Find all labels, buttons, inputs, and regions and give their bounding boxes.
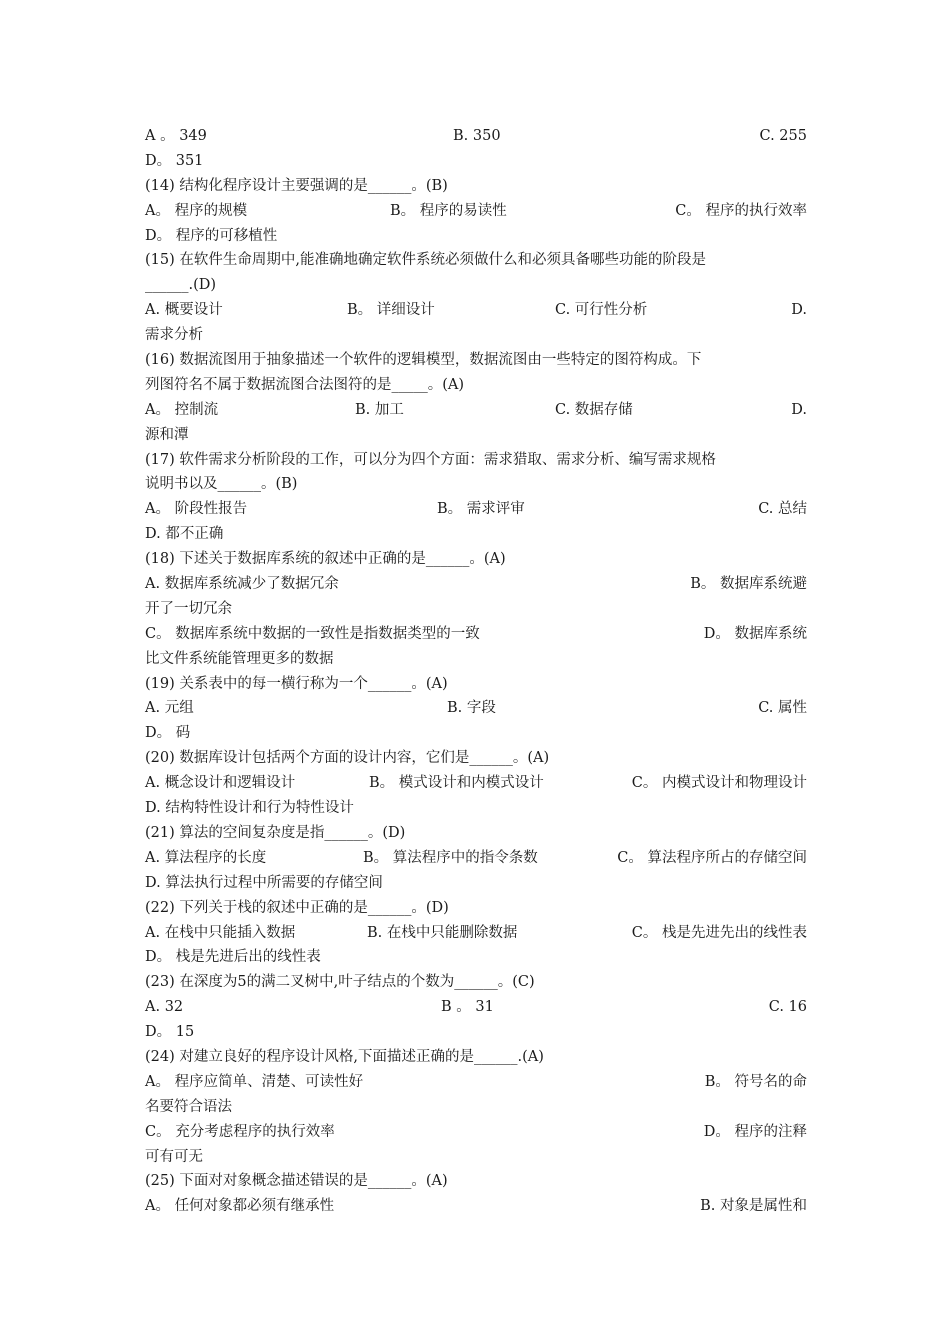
option-d: D. — [791, 302, 807, 319]
option-b: B。 算法程序中的指令条数 — [363, 849, 538, 866]
option-a: A。 阶段性报告 — [145, 501, 248, 518]
question-15: (15) 在软件生命周期中,能准确地确定软件系统必须做什么和必须具备哪些功能的阶段是 — [145, 252, 706, 269]
answer-option-line: 开了一切冗余 — [145, 600, 232, 617]
question-23: (23) 在深度为5的满二叉树中,叶子结点的个数为______。(C) — [145, 974, 535, 991]
option-c: C。 栈是先进先出的线性表 — [631, 924, 807, 941]
question-17-cont: 说明书以及______。(B) — [145, 476, 298, 493]
answer-options-row — [145, 298, 807, 323]
option-b: B。 符号名的命 — [704, 1073, 807, 1090]
option-c: C. 255 — [759, 128, 807, 144]
option-a: A。 程序的规模 — [145, 202, 248, 219]
question-20: (20) 数据库设计包括两个方面的设计内容，它们是______。(A) — [145, 750, 550, 767]
answer-options-row — [145, 1194, 807, 1219]
option-d: D。 程序的注释 — [703, 1123, 807, 1140]
option-a: A。 控制流 — [145, 401, 219, 418]
option-a: A. 在栈中只能插入数据 — [145, 924, 296, 941]
option-b: B. 字段 — [447, 700, 496, 717]
question-16: (16) 数据流图用于抽象描述一个软件的逻辑模型，数据流图由一些特定的图符构成。下 — [145, 352, 702, 369]
option-b: B。 模式设计和内模式设计 — [369, 775, 544, 792]
option-a: A. 数据库系统减少了数据冗余 — [145, 576, 339, 593]
question-15-cont: ______.(D) — [145, 277, 217, 294]
answer-option-line: D。 码 — [145, 725, 191, 742]
question-16-cont: 列图符名不属于数据流图合法图符的是_____。(A) — [145, 376, 465, 393]
question-14: (14) 结构化程序设计主要强调的是______。(B) — [145, 177, 448, 194]
option-b: B。 程序的易读性 — [390, 202, 507, 219]
option-c: C. 属性 — [758, 700, 807, 717]
option-a: A 。 349 — [145, 128, 207, 144]
answer-options-row — [145, 398, 807, 423]
answer-option-line: D. 算法执行过程中所需要的存储空间 — [145, 874, 383, 891]
answer-option-line: D。 351 — [145, 152, 204, 169]
answer-option-line: D. 结构特性设计和行为特性设计 — [145, 800, 354, 817]
option-c: C. 总结 — [758, 501, 807, 518]
question-19: (19) 关系表中的每一横行称为一个______。(A) — [145, 675, 448, 692]
answer-option-line: 可有可无 — [145, 1148, 203, 1165]
option-b: B 。 31 — [441, 999, 494, 1016]
option-d: D. — [791, 401, 807, 418]
answer-options-row — [145, 199, 807, 224]
option-a: A. 概要设计 — [145, 302, 223, 319]
option-c: C. 16 — [768, 999, 807, 1016]
option-b: B. 对象是属性和 — [700, 1198, 807, 1215]
answer-option-line: 名要符合语法 — [145, 1098, 232, 1115]
answer-options-row — [145, 995, 807, 1020]
answer-options-row — [145, 622, 807, 647]
exam-page — [145, 124, 807, 1219]
option-a: A. 32 — [145, 999, 184, 1016]
question-24: (24) 对建立良好的程序设计风格,下面描述正确的是______.(A) — [145, 1048, 544, 1065]
option-c: C. 数据存储 — [555, 401, 633, 418]
answer-options-row — [145, 1120, 807, 1145]
answer-options-row — [145, 572, 807, 597]
option-b: B. 350 — [453, 128, 501, 144]
option-a: A. 元组 — [145, 700, 194, 717]
answer-option-line: 比文件系统能管理更多的数据 — [145, 650, 334, 667]
option-b: B。 需求评审 — [437, 501, 525, 518]
question-21: (21) 算法的空间复杂度是指______。(D) — [145, 824, 406, 841]
option-b: B。 数据库系统避 — [690, 576, 807, 593]
question-17: (17) 软件需求分析阶段的工作，可以分为四个方面：需求猎取、需求分析、编写需求规格 — [145, 451, 716, 468]
answer-option-line: D。 栈是先进后出的线性表 — [145, 949, 321, 966]
answer-options-row — [145, 846, 807, 871]
answer-option-line: D。 15 — [145, 1024, 195, 1041]
option-b: B. 在栈中只能删除数据 — [367, 924, 518, 941]
answer-option-line: 源和潭 — [145, 426, 189, 443]
option-d: D。 数据库系统 — [703, 625, 807, 642]
option-b: B. 加工 — [355, 401, 404, 418]
question-22: (22) 下列关于栈的叙述中正确的是______。(D) — [145, 899, 449, 916]
option-c: C。 数据库系统中数据的一致性是指数据类型的一致 — [145, 625, 480, 642]
option-a: A。 任何对象都必须有继承性 — [145, 1198, 335, 1215]
answer-option-line: D。 程序的可移植性 — [145, 227, 278, 244]
answer-options-row — [145, 771, 807, 796]
option-b: B。 详细设计 — [347, 302, 435, 319]
answer-options-row — [145, 497, 807, 522]
option-a: A. 算法程序的长度 — [145, 849, 267, 866]
option-a: A. 概念设计和逻辑设计 — [145, 775, 296, 792]
option-c: C. 可行性分析 — [555, 302, 648, 319]
answer-option-line: 需求分析 — [145, 327, 203, 344]
answer-options-row — [145, 696, 807, 721]
option-c: C。 程序的执行效率 — [675, 202, 807, 219]
answer-option-line: D. 都不正确 — [145, 526, 224, 543]
option-c: C。 内模式设计和物理设计 — [631, 775, 807, 792]
option-c: C。 算法程序所占的存储空间 — [617, 849, 807, 866]
option-c: C。 充分考虑程序的执行效率 — [145, 1123, 335, 1140]
answer-options-row — [145, 124, 807, 149]
option-a: A。 程序应简单、清楚、可读性好 — [145, 1073, 364, 1090]
question-25: (25) 下面对对象概念描述错误的是______。(A) — [145, 1173, 448, 1190]
answer-options-row — [145, 1070, 807, 1095]
question-18: (18) 下述关于数据库系统的叙述中正确的是______。(A) — [145, 551, 506, 568]
answer-options-row — [145, 921, 807, 946]
